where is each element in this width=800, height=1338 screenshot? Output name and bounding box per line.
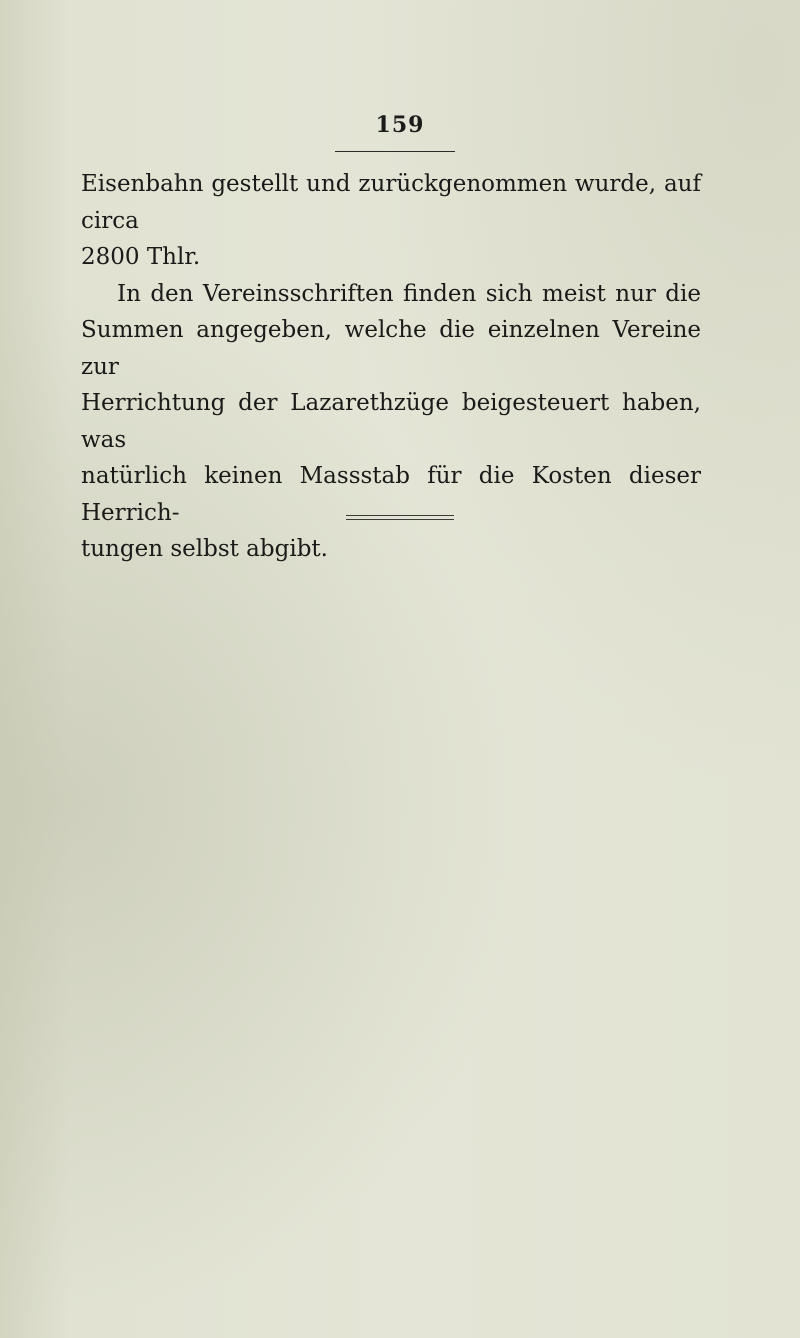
text-line: Summen angegeben, welche die einzelnen Vereine zur (81, 317, 701, 380)
text-line: tungen selbst abgibt. (81, 536, 328, 562)
paragraph-2 (81, 276, 701, 568)
text-line: 2800 Thlr. (81, 244, 201, 270)
text-line: In den Vereinsschriften finden sich meist nur die (117, 280, 701, 307)
section-end-rule (346, 515, 454, 521)
page-number: 159 (375, 112, 425, 138)
text-line: Eisenbahn gestellt und zurückgenommen wurde, auf circa (81, 171, 701, 234)
section-end-rule-bottom (346, 519, 454, 520)
section-end-rule-top (346, 515, 454, 516)
header-rule (335, 151, 455, 152)
text-line: Herrichtung der Lazarethzüge beigesteuert haben, was (81, 390, 701, 453)
body-text (81, 166, 701, 568)
text-line: natürlich keinen Massstab für die Kosten dieser Herrich- (81, 463, 701, 526)
paragraph-1 (81, 166, 701, 276)
